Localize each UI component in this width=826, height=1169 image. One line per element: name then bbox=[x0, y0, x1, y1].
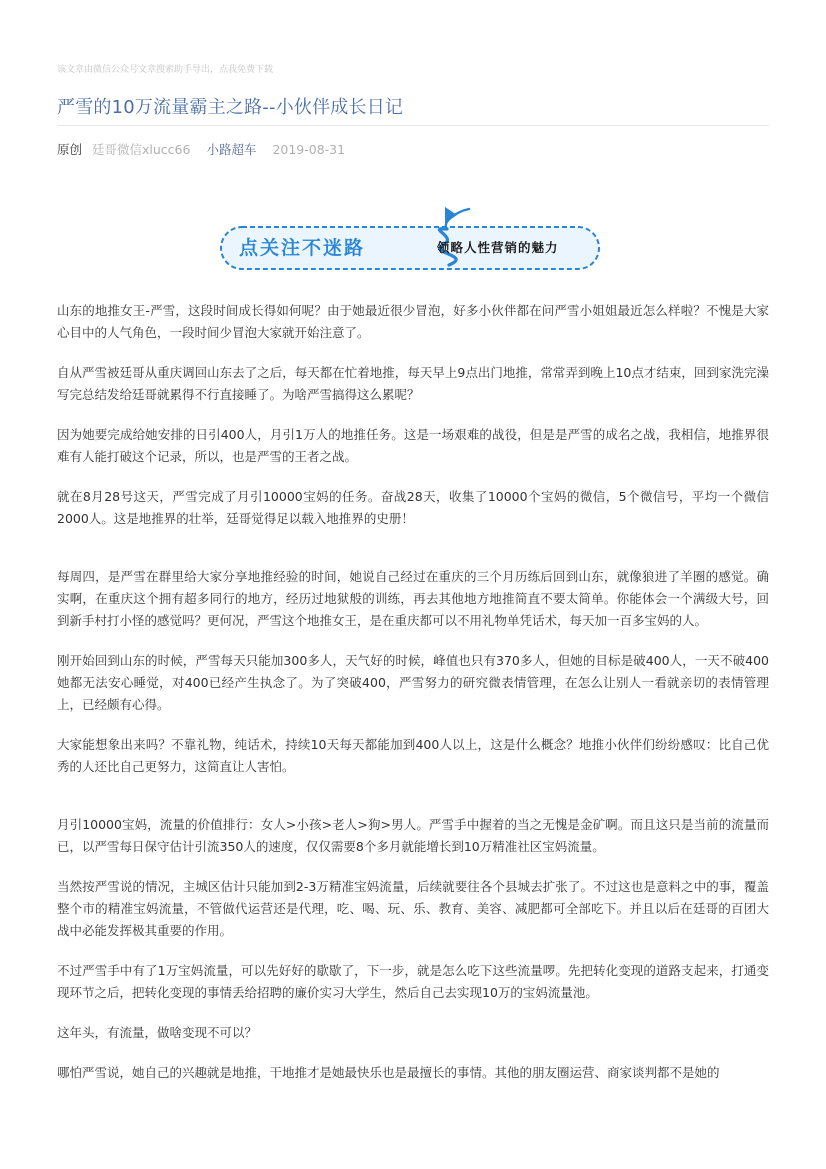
paragraph: 就在8月28号这天，严雪完成了月引10000宝妈的任务。奋战28天，收集了10000个宝妈的微信，5个微信号，平均一个微信2000人。这是地推界的壮举，廷哥觉得足以载入地推界的史册！ bbox=[57, 489, 769, 526]
follow-banner bbox=[219, 205, 601, 273]
paragraph: 不过严雪手中有了1万宝妈流量，可以先好好的歇歇了，下一步，就是怎么吃下这些流量啰。先把转化变现的道路支起来，打通变现环节之后，把转化变现的事情丢给招聘的廉价实习大学生，然后自己去实现10万的宝妈流量池。 bbox=[57, 963, 769, 1000]
paragraph: 当然按严雪说的情况，主城区估计只能加到2-3万精准宝妈流量，后续就要往各个县城去扩张了。不过这也是意料之中的事，覆盖整个市的精准宝妈流量，不管做代运营还是代理，吃、喝、玩、乐、教育、美容、减肥都可全部吃下。并且以后在廷哥的百团大战中必能发挥极其重要的作用。 bbox=[57, 879, 769, 938]
paragraph: 哪怕严雪说，她自己的兴趣就是地推，干地推才是她最快乐也是最擅长的事情。其他的朋友圈运营、商家谈判都不是她的 bbox=[57, 1065, 720, 1080]
article-meta bbox=[57, 140, 345, 158]
title-divider bbox=[57, 125, 769, 126]
account-link[interactable]: 小路超车 bbox=[206, 142, 257, 157]
banner-left-text: 点关注不迷路 bbox=[239, 237, 366, 259]
paragraph: 大家能想象出来吗？不靠礼物，纯话术，持续10天每天都能加到400人以上，这是什么概念？地推小伙伴们纷纷感叹：比自己优秀的人还比自己更努力，这简直让人害怕。 bbox=[57, 737, 769, 774]
author-name: 廷哥微信xlucc66 bbox=[92, 142, 191, 157]
article-body bbox=[57, 300, 769, 1102]
paragraph: 山东的地推女王-严雪，这段时间成长得如何呢？由于她最近很少冒泡，好多小伙伴都在问严雪小姐姐最近怎么样啦？不愧是大家心目中的人气角色，一段时间少冒泡大家就开始注意了。 bbox=[57, 303, 769, 340]
paragraph: 因为她要完成给她安排的日引400人，月引1万人的地推任务。这是一场艰难的战役，但是是严雪的成名之战，我相信，地推界很难有人能打破这个记录，所以，也是严雪的王者之战。 bbox=[57, 427, 769, 464]
article-title: 严雪的10万流量霸主之路--小伙伴成长日记 bbox=[57, 97, 404, 118]
export-note-link[interactable]: 该文章由微信公众号文章搜索助手导出，点我免费下载 bbox=[57, 65, 274, 75]
banner-right-text: 领略人性营销的魅力 bbox=[437, 240, 559, 255]
publish-date: 2019-08-31 bbox=[272, 142, 346, 157]
paragraph: 自从严雪被廷哥从重庆调回山东去了之后，每天都在忙着地推，每天早上9点出门地推，常常弄到晚上10点才结束，回到家洗完澡写完总结发给廷哥就累得不行直接睡了。为啥严雪搞得这么累呢？ bbox=[57, 365, 769, 402]
paragraph: 月引10000宝妈，流量的价值排行：女人>小孩>老人>狗>男人。严雪手中握着的当之无愧是金矿啊。而且这只是当前的流量而已，以严雪每日保守估计引流350人的速度，仅仅需要8个多月就能增长到10万精准社区宝妈流量。 bbox=[57, 817, 769, 854]
paragraph: 这年头，有流量，做啥变现不可以？ bbox=[57, 1025, 258, 1040]
original-tag: 原创 bbox=[57, 142, 83, 157]
paragraph: 刚开始回到山东的时候，严雪每天只能加300多人，天气好的时候，峰值也只有370多人，但她的目标是破400人，一天不破400她都无法安心睡觉，对400已经产生执念了。为了突破400，严雪努力的研究微表情管理，在怎么让别人一看就亲切的表情管理上，已经颇有心得。 bbox=[57, 653, 769, 712]
paragraph: 每周四，是严雪在群里给大家分享地推经验的时间，她说自己经过在重庆的三个月历练后回到山东，就像狼进了羊圈的感觉。确实啊，在重庆这个拥有超多同行的地方，经历过地狱般的训练，再去其他地方地推简直不要太简单。你能体会一个满级大号，回到新手村打小怪的感觉吗？更何况，严雪这个地推女王，是在重庆都可以不用礼物单凭话术，每天加一百多宝妈的人。 bbox=[57, 569, 769, 628]
